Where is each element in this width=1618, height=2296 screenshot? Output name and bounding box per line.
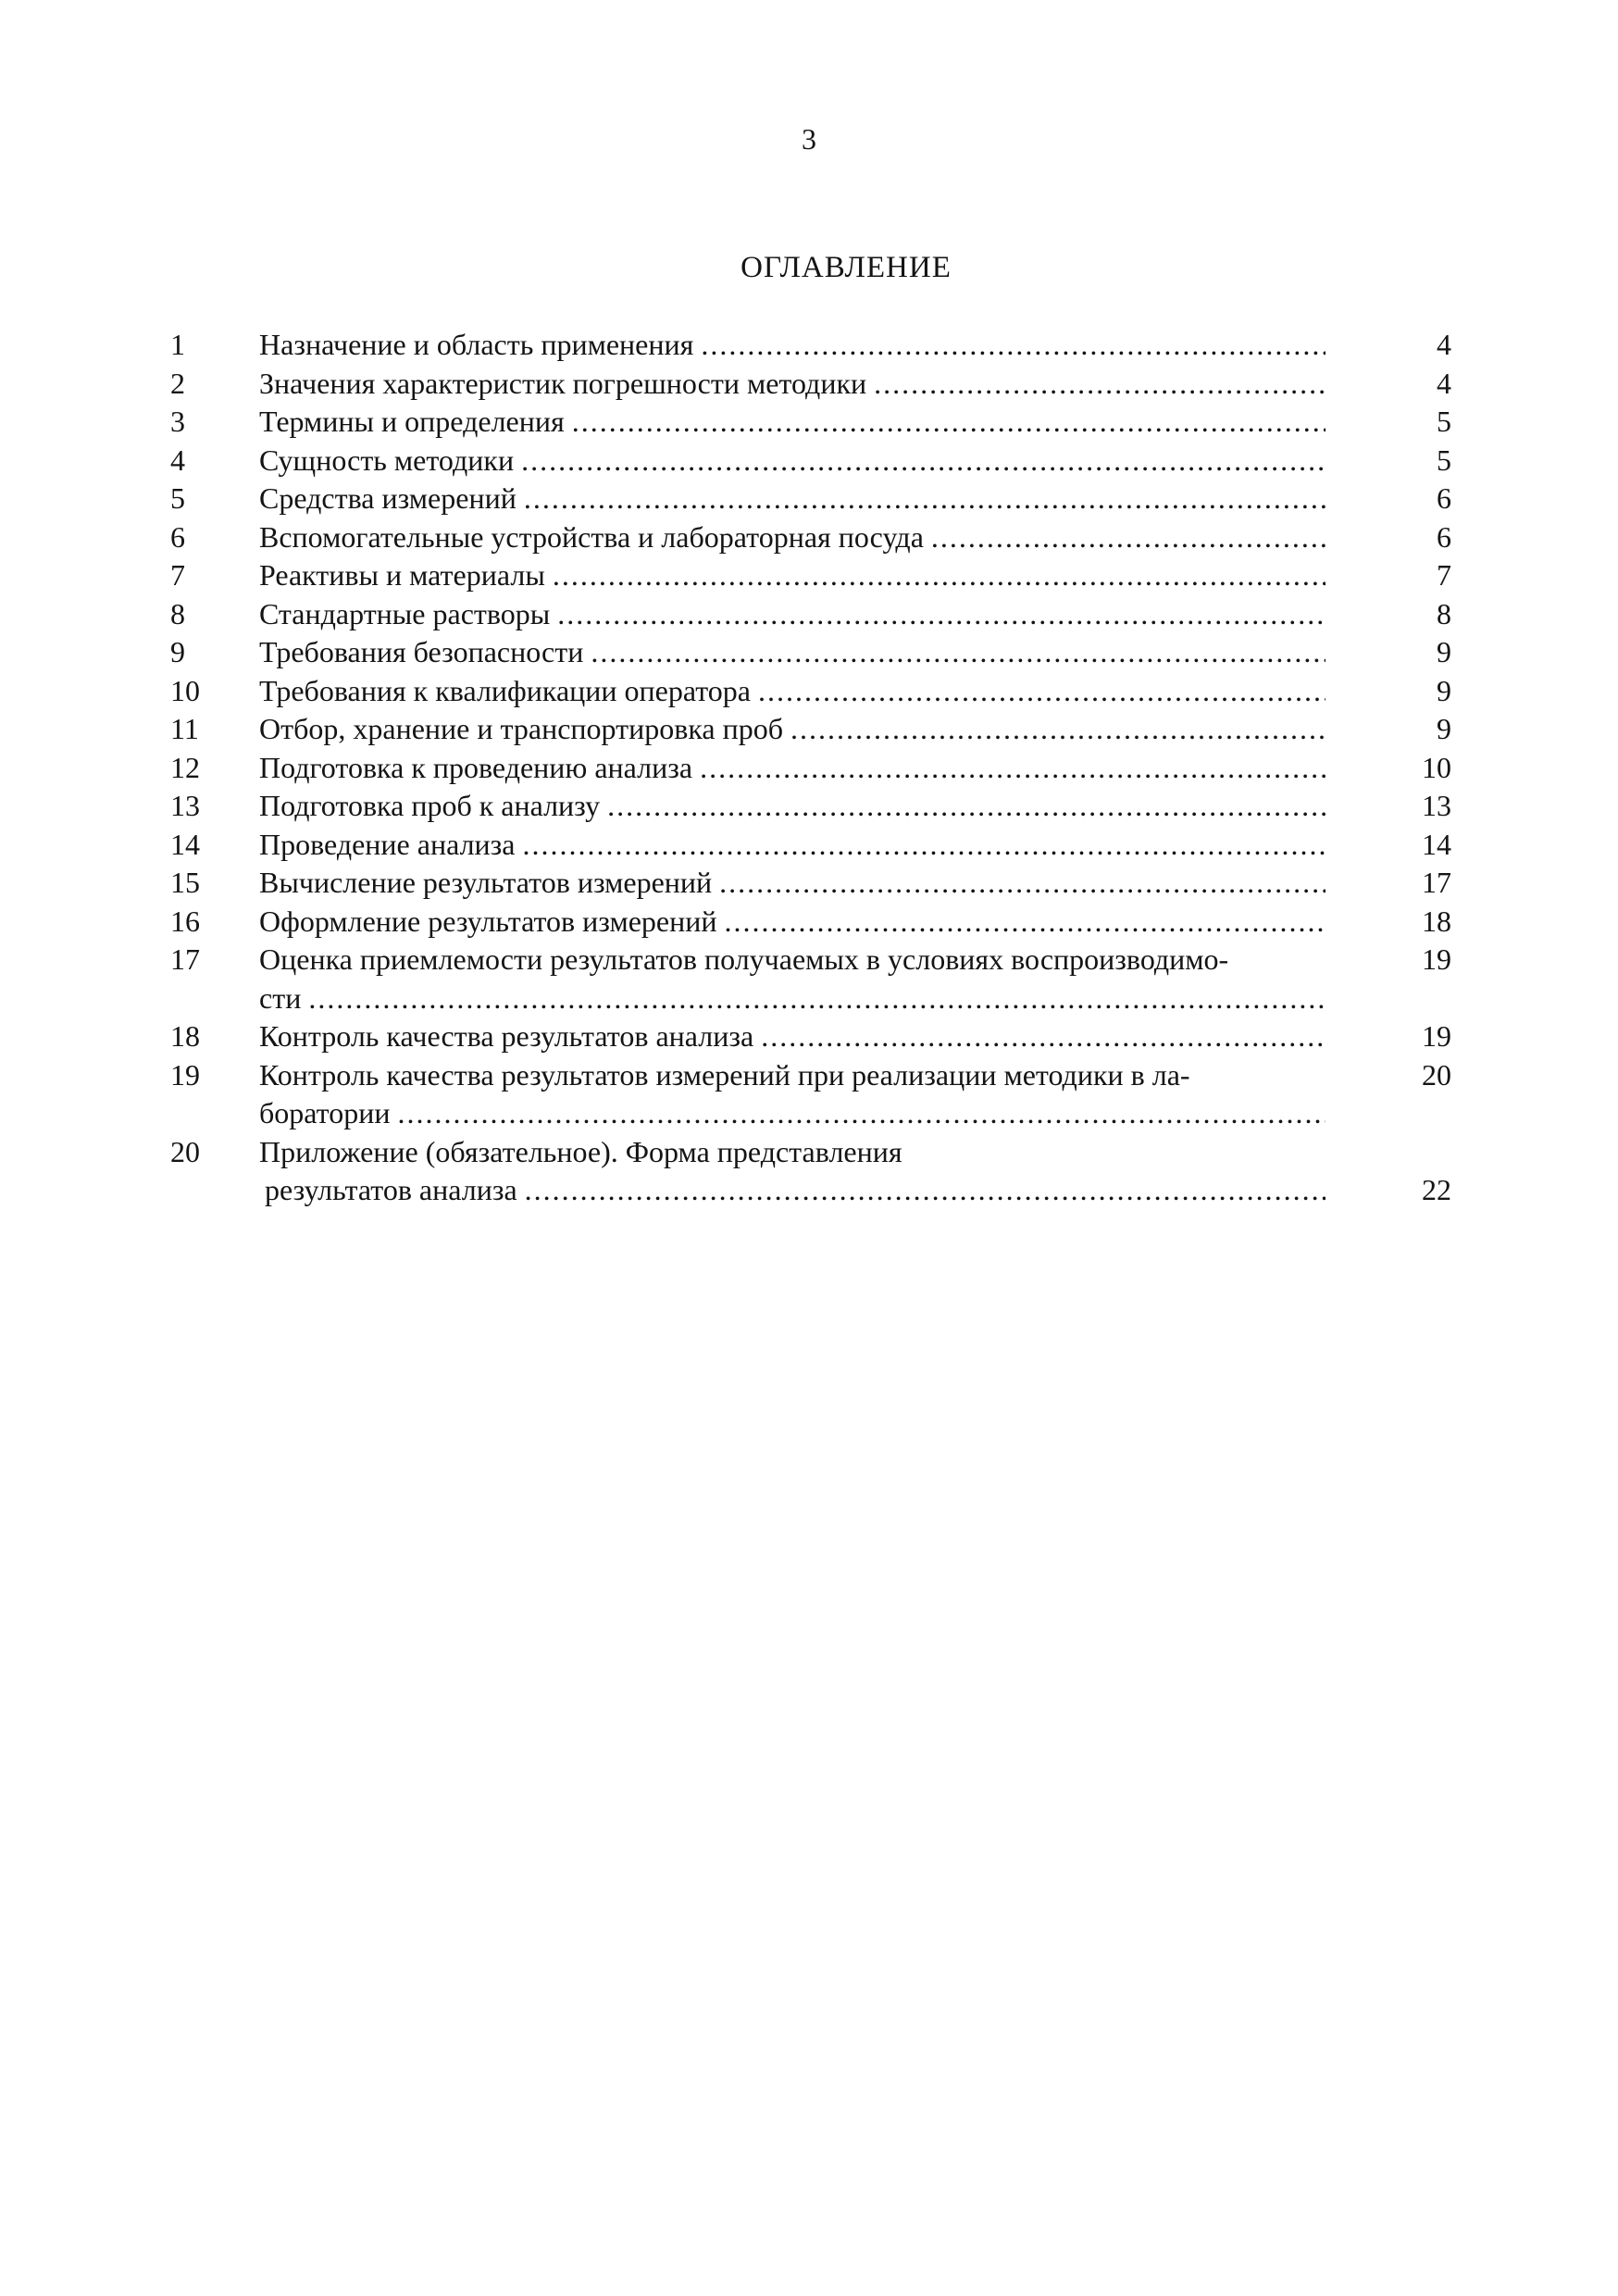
entry-number: 15 xyxy=(170,866,200,899)
entry-number: 18 xyxy=(170,1019,200,1053)
entry-number: 4 xyxy=(170,443,185,477)
dot-leader xyxy=(524,480,1326,518)
toc-entry-4[interactable] xyxy=(170,442,1466,480)
toc-entry-13[interactable] xyxy=(170,787,1466,826)
entry-page-number: 9 xyxy=(1437,673,1451,707)
toc-entry-2[interactable] xyxy=(170,365,1466,404)
entry-title-line: Отбор, хранение и транспортировка проб xyxy=(259,712,783,745)
entry-page-number: 5 xyxy=(1437,443,1451,477)
entry-title-line: Подготовка к проведению анализа xyxy=(259,750,693,784)
toc-entry-19[interactable] xyxy=(170,1056,1466,1133)
entry-title-line: Значения характеристик погрешности методики xyxy=(259,366,867,400)
entry-title xyxy=(259,326,1342,365)
entry-page-number: 4 xyxy=(1437,328,1451,361)
entry-title-line: Стандартные растворы xyxy=(259,596,551,630)
toc-entry-14[interactable] xyxy=(170,826,1466,865)
entry-title xyxy=(259,1017,1342,1056)
entry-title xyxy=(259,672,1342,711)
dot-leader xyxy=(761,1017,1326,1056)
dot-leader xyxy=(553,556,1326,595)
dot-leader xyxy=(790,710,1326,749)
dot-leader xyxy=(591,633,1326,672)
entry-page-number: 14 xyxy=(1422,827,1451,861)
entry-page-number: 8 xyxy=(1437,596,1451,630)
entry-title xyxy=(259,941,1342,1017)
dot-leader xyxy=(557,595,1326,634)
entry-number: 6 xyxy=(170,519,185,554)
dot-leader xyxy=(701,326,1326,365)
dot-leader xyxy=(607,787,1326,826)
entry-title-line: Требования к квалификации оператора xyxy=(259,673,751,707)
entry-page-number: 7 xyxy=(1437,558,1451,592)
entry-number: 9 xyxy=(170,635,185,668)
entry-title-line: боратории xyxy=(259,1096,391,1129)
entry-page-number: 4 xyxy=(1437,366,1451,400)
entry-title xyxy=(259,903,1342,942)
dot-leader xyxy=(525,1171,1326,1210)
entry-title xyxy=(259,787,1342,826)
entry-title xyxy=(259,1056,1342,1133)
entry-number: 1 xyxy=(170,328,185,361)
toc-entry-20[interactable] xyxy=(170,1133,1466,1210)
entry-number: 3 xyxy=(170,405,185,438)
dot-leader xyxy=(719,864,1326,903)
toc-entry-12[interactable] xyxy=(170,749,1466,788)
entry-title xyxy=(259,749,1342,788)
table-of-contents xyxy=(170,326,1466,1210)
entry-title-line: Приложение (обязательное). Форма представления xyxy=(259,1134,902,1168)
entry-title xyxy=(259,710,1342,749)
entry-title-line: Проведение анализа xyxy=(259,827,516,861)
entry-page-number: 9 xyxy=(1437,712,1451,745)
dot-leader xyxy=(521,442,1326,480)
entry-title-line: Средства измерений xyxy=(259,481,517,515)
entry-title-line: Оформление результатов измерений xyxy=(259,904,717,938)
entry-page-number: 22 xyxy=(1422,1173,1451,1206)
entry-page-number: 20 xyxy=(1422,1057,1451,1092)
toc-entry-10[interactable] xyxy=(170,672,1466,711)
dot-leader xyxy=(397,1094,1326,1133)
dot-leader xyxy=(725,903,1326,942)
toc-entry-3[interactable] xyxy=(170,403,1466,442)
dot-leader xyxy=(931,518,1326,557)
toc-entry-6[interactable] xyxy=(170,518,1466,557)
entry-title-line: Контроль качества результатов анализа xyxy=(259,1019,754,1053)
entry-title-line: Контроль качества результатов измерений при реализации методики в ла- xyxy=(259,1057,1190,1092)
entry-title-line: сти xyxy=(259,980,302,1015)
toc-entry-9[interactable] xyxy=(170,633,1466,672)
toc-entry-15[interactable] xyxy=(170,864,1466,903)
entry-page-number: 9 xyxy=(1437,635,1451,668)
entry-title xyxy=(259,442,1342,480)
toc-entry-11[interactable] xyxy=(170,710,1466,749)
entry-page-number: 19 xyxy=(1422,942,1451,976)
entry-title-line: Термины и определения xyxy=(259,405,565,438)
toc-title: ОГЛАВЛЕНИЕ xyxy=(741,251,952,284)
dot-leader xyxy=(700,749,1326,788)
entry-title xyxy=(259,633,1342,672)
dot-leader xyxy=(758,672,1326,711)
entry-number: 17 xyxy=(170,942,200,976)
entry-page-number: 17 xyxy=(1422,866,1451,899)
entry-number: 5 xyxy=(170,481,185,515)
entry-title-line: Оценка приемлемости результатов получаемых в условиях воспроизводимо- xyxy=(259,942,1229,976)
entry-number: 12 xyxy=(170,750,200,784)
toc-entry-8[interactable] xyxy=(170,595,1466,634)
toc-entry-1[interactable] xyxy=(170,326,1466,365)
entry-title xyxy=(259,556,1342,595)
page-number: 3 xyxy=(802,122,816,156)
toc-entry-7[interactable] xyxy=(170,556,1466,595)
entry-title-line: Вычисление результатов измерений xyxy=(259,866,713,899)
entry-title xyxy=(259,595,1342,634)
entry-page-number: 6 xyxy=(1437,481,1451,515)
dot-leader xyxy=(874,365,1326,404)
entry-number: 11 xyxy=(170,712,199,745)
entry-page-number: 5 xyxy=(1437,405,1451,438)
entry-page-number: 6 xyxy=(1437,519,1451,554)
entry-number: 10 xyxy=(170,673,200,707)
toc-entry-5[interactable] xyxy=(170,480,1466,518)
entry-title xyxy=(259,480,1342,518)
entry-number: 19 xyxy=(170,1057,200,1092)
entry-title xyxy=(259,864,1342,903)
toc-entry-18[interactable] xyxy=(170,1017,1466,1056)
entry-title-line: Назначение и область применения xyxy=(259,328,694,361)
dot-leader xyxy=(523,826,1326,865)
entry-page-number: 18 xyxy=(1422,904,1451,938)
entry-title-line: Вспомогательные устройства и лабораторная посуда xyxy=(259,519,924,554)
dot-leader xyxy=(308,980,1326,1018)
entry-title xyxy=(259,826,1342,865)
entry-page-number: 19 xyxy=(1422,1019,1451,1053)
entry-title-line: Подготовка проб к анализу xyxy=(259,789,601,822)
entry-title xyxy=(259,403,1342,442)
entry-title-line: Требования безопасности xyxy=(259,635,584,668)
entry-title-line: результатов анализа xyxy=(265,1173,517,1206)
entry-number: 2 xyxy=(170,366,185,400)
entry-title-line: Реактивы и материалы xyxy=(259,558,545,592)
toc-entry-16[interactable] xyxy=(170,903,1466,942)
entry-number: 14 xyxy=(170,827,200,861)
entry-title-line: Сущность методики xyxy=(259,443,515,477)
entry-number: 20 xyxy=(170,1134,200,1168)
toc-entry-17[interactable] xyxy=(170,941,1466,1017)
entry-title xyxy=(259,1133,1342,1210)
entry-number: 13 xyxy=(170,789,200,822)
entry-page-number: 10 xyxy=(1422,750,1451,784)
entry-number: 7 xyxy=(170,558,185,592)
entry-number: 8 xyxy=(170,596,185,630)
entry-title xyxy=(259,518,1342,557)
dot-leader xyxy=(572,403,1326,442)
entry-number: 16 xyxy=(170,904,200,938)
entry-page-number: 13 xyxy=(1422,789,1451,822)
entry-title xyxy=(259,365,1342,404)
